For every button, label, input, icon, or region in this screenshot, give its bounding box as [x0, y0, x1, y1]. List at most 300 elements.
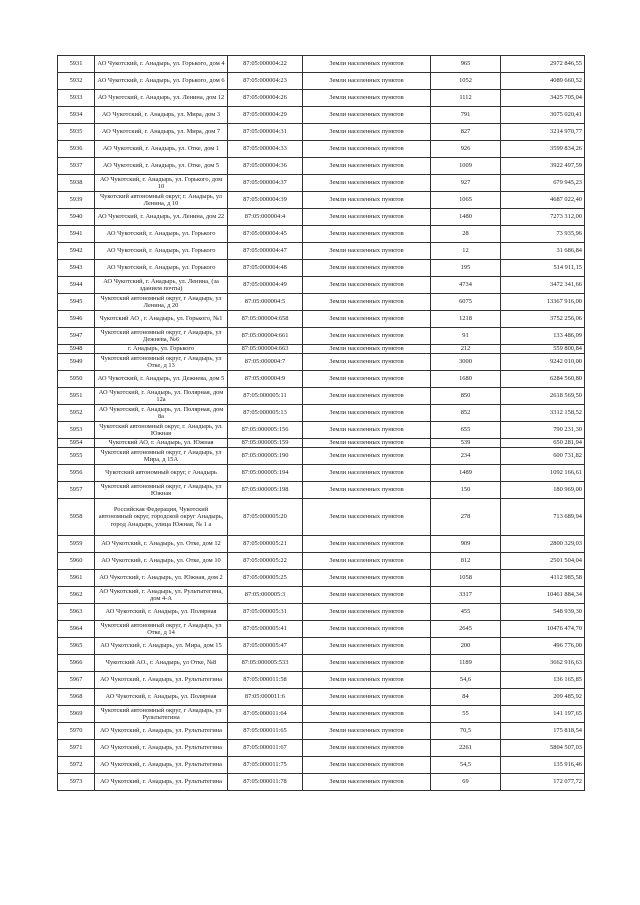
table-row	[58, 141, 585, 158]
address-cell: АО Чукотский, г. Анадырь, ул. Горького	[95, 226, 228, 243]
cadastral-number-cell: 87:05:000011:67	[228, 740, 303, 757]
table-row	[58, 328, 585, 345]
cadastral-value-cell: 2618 569,50	[501, 388, 585, 405]
cadastral-number-cell: 87:05:000004:23	[228, 73, 303, 90]
table-row	[58, 73, 585, 90]
row-number-cell: 5945	[58, 294, 95, 311]
cadastral-value-cell: 9242 010,00	[501, 354, 585, 371]
cadastral-number-cell: 87:05:000004:22	[228, 56, 303, 73]
row-number-cell: 5938	[58, 175, 95, 192]
address-cell: АО Чукотский, г. Анадырь, ул. Отке, дом 5	[95, 158, 228, 175]
row-number-cell: 5962	[58, 587, 95, 604]
table-row	[58, 672, 585, 689]
cadastral-value-cell: 5804 507,03	[501, 740, 585, 757]
address-cell: АО Чукотский, г. Анадырь, ул. Горького	[95, 243, 228, 260]
address-cell: Чукотский автономный округ, г Анадырь	[95, 465, 228, 482]
area-cell: 812	[431, 553, 501, 570]
cadastral-number-cell: 87:05:000011:6	[228, 689, 303, 706]
row-number-cell: 5934	[58, 107, 95, 124]
table-row	[58, 209, 585, 226]
row-number-cell: 5965	[58, 638, 95, 655]
cadastral-number-cell: 87:05:000004:39	[228, 192, 303, 209]
table-row	[58, 260, 585, 277]
row-number-cell: 5960	[58, 553, 95, 570]
address-cell: АО Чукотский, г. Анадырь, ул. Рультытегина	[95, 740, 228, 757]
address-cell: АО Чукотский, г. Анадырь, ул. Горького	[95, 260, 228, 277]
cadastral-value-cell: 10476 474,70	[501, 621, 585, 638]
cadastral-number-cell: 87:05:000011:64	[228, 706, 303, 723]
address-cell: АО Чукотский, г. Анадырь, ул. Отке, дом 12	[95, 536, 228, 553]
area-cell: 852	[431, 405, 501, 422]
land-category-cell: Земли населенных пунктов	[303, 604, 431, 621]
land-category-cell: Земли населенных пунктов	[303, 536, 431, 553]
land-category-cell: Земли населенных пунктов	[303, 328, 431, 345]
cadastral-value-cell: 13367 916,00	[501, 294, 585, 311]
table-row	[58, 499, 585, 536]
cadastral-number-cell: 87:05:000005:25	[228, 570, 303, 587]
land-category-cell: Земли населенных пунктов	[303, 192, 431, 209]
area-cell: 909	[431, 536, 501, 553]
table-row	[58, 689, 585, 706]
area-cell: 1218	[431, 311, 501, 328]
land-category-cell: Земли населенных пунктов	[303, 465, 431, 482]
table-row	[58, 638, 585, 655]
table-row	[58, 740, 585, 757]
table-row	[58, 192, 585, 209]
area-cell: 54,6	[431, 672, 501, 689]
row-number-cell: 5968	[58, 689, 95, 706]
address-cell: Чукотский автономный округ, г Анадырь, ул Рультытегина	[95, 706, 228, 723]
address-cell: АО Чукотский, г. Анадырь, ул. Мира, дом 7	[95, 124, 228, 141]
land-category-cell: Земли населенных пунктов	[303, 294, 431, 311]
cadastral-number-cell: 87:05:000004:48	[228, 260, 303, 277]
table-row	[58, 774, 585, 791]
table-row	[58, 371, 585, 388]
cadastral-value-cell: 3425 705,04	[501, 90, 585, 107]
cadastral-value-cell: 136 165,85	[501, 672, 585, 689]
land-category-cell: Земли населенных пунктов	[303, 570, 431, 587]
cadastral-value-cell: 175 818,54	[501, 723, 585, 740]
cadastral-value-cell: 2972 846,55	[501, 56, 585, 73]
address-cell: Чукотский автономный округ, г Анадырь, ул Отке, д 13	[95, 354, 228, 371]
cadastral-value-cell: 4089 660,52	[501, 73, 585, 90]
land-category-cell: Земли населенных пунктов	[303, 175, 431, 192]
table-row	[58, 158, 585, 175]
address-cell: АО Чукотский, г. Анадырь, ул. Ленина, дом 12	[95, 90, 228, 107]
row-number-cell: 5948	[58, 345, 95, 354]
cadastral-value-cell: 650 281,94	[501, 439, 585, 448]
address-cell: АО Чукотский, г. Анадырь, ул. Горького, дом 10	[95, 175, 228, 192]
table-row	[58, 56, 585, 73]
table-row	[58, 294, 585, 311]
cadastral-value-cell: 172 077,72	[501, 774, 585, 791]
table-row	[58, 175, 585, 192]
table-row	[58, 107, 585, 124]
land-category-cell: Земли населенных пунктов	[303, 621, 431, 638]
row-number-cell: 5953	[58, 422, 95, 439]
area-cell: 1058	[431, 570, 501, 587]
cadastral-value-cell: 600 731,82	[501, 448, 585, 465]
cadastral-number-cell: 87:05:000004:29	[228, 107, 303, 124]
row-number-cell: 5955	[58, 448, 95, 465]
row-number-cell: 5959	[58, 536, 95, 553]
address-cell: Чукотский автономный округ, г Анадырь, ул Ленина, д 20	[95, 294, 228, 311]
cadastral-value-cell: 3599 834,26	[501, 141, 585, 158]
land-category-cell: Земли населенных пунктов	[303, 774, 431, 791]
cadastral-value-cell: 1092 166,61	[501, 465, 585, 482]
row-number-cell: 5936	[58, 141, 95, 158]
cadastral-value-cell: 3922 497,59	[501, 158, 585, 175]
area-cell: 55	[431, 706, 501, 723]
area-cell: 195	[431, 260, 501, 277]
cadastral-value-cell: 2800 329,03	[501, 536, 585, 553]
area-cell: 70,5	[431, 723, 501, 740]
area-cell: 150	[431, 482, 501, 499]
address-cell: г. Анадырь, ул. Горького	[95, 345, 228, 354]
area-cell: 1189	[431, 655, 501, 672]
row-number-cell: 5963	[58, 604, 95, 621]
row-number-cell: 5935	[58, 124, 95, 141]
row-number-cell: 5932	[58, 73, 95, 90]
row-number-cell: 5949	[58, 354, 95, 371]
address-cell: АО Чукотский, г. Анадырь, ул. Горького, дом 6	[95, 73, 228, 90]
land-category-cell: Земли населенных пунктов	[303, 482, 431, 499]
land-category-cell: Земли населенных пунктов	[303, 422, 431, 439]
cadastral-number-cell: 87:05:000011:75	[228, 757, 303, 774]
land-category-cell: Земли населенных пунктов	[303, 371, 431, 388]
cadastral-number-cell: 87:05:000005:22	[228, 553, 303, 570]
cadastral-value-cell: 6284 560,80	[501, 371, 585, 388]
table-row	[58, 448, 585, 465]
area-cell: 3317	[431, 587, 501, 604]
cadastral-number-cell: 87:05:000004:31	[228, 124, 303, 141]
cadastral-number-cell: 87:05:000011:65	[228, 723, 303, 740]
area-cell: 1489	[431, 465, 501, 482]
address-cell: АО Чукотский, г. Анадырь, ул. Отке, дом 1	[95, 141, 228, 158]
table-row	[58, 277, 585, 294]
area-cell: 2645	[431, 621, 501, 638]
area-cell: 3000	[431, 354, 501, 371]
address-cell: Чукотский автономный округ, г. Анадырь, ул. Южная	[95, 422, 228, 439]
cadastral-number-cell: 87:05:000004:663	[228, 345, 303, 354]
address-cell: АО Чукотский, г. Анадырь, ул. Рультытегина	[95, 672, 228, 689]
row-number-cell: 5947	[58, 328, 95, 345]
cadastral-value-cell: 73 935,96	[501, 226, 585, 243]
area-cell: 84	[431, 689, 501, 706]
address-cell: АО Чукотский, г. Анадырь, ул. Рультытегина, дом 4-А	[95, 587, 228, 604]
cadastral-number-cell: 87:05:000004:26	[228, 90, 303, 107]
address-cell: АО Чукотский, г. Анадырь, ул. Рультытегина	[95, 723, 228, 740]
cadastral-number-cell: 87:05:000005:159	[228, 439, 303, 448]
address-cell: АО Чукотский, г. Анадырь, ул. Полярная	[95, 689, 228, 706]
land-category-cell: Земли населенных пунктов	[303, 311, 431, 328]
area-cell: 1009	[431, 158, 501, 175]
land-category-cell: Земли населенных пунктов	[303, 655, 431, 672]
cadastral-value-cell: 3312 158,52	[501, 405, 585, 422]
cadastral-number-cell: 87:05:000004:658	[228, 311, 303, 328]
area-cell: 200	[431, 638, 501, 655]
cadastral-value-cell: 141 197,65	[501, 706, 585, 723]
area-cell: 850	[431, 388, 501, 405]
cadastral-value-cell: 548 939,30	[501, 604, 585, 621]
address-cell: Чукотский автономный округ, г Анадырь, ул Дежнева, №6	[95, 328, 228, 345]
area-cell: 28	[431, 226, 501, 243]
table-row	[58, 439, 585, 448]
table-row	[58, 465, 585, 482]
table-row	[58, 354, 585, 371]
cadastral-value-cell: 790 231,30	[501, 422, 585, 439]
area-cell: 6075	[431, 294, 501, 311]
area-cell: 1065	[431, 192, 501, 209]
land-category-cell: Земли населенных пунктов	[303, 107, 431, 124]
cadastral-value-cell: 3752 256,06	[501, 311, 585, 328]
table-row	[58, 482, 585, 499]
row-number-cell: 5958	[58, 499, 95, 536]
address-cell: АО Чукотский, г. Анадырь, ул. Полярная, дом 8а	[95, 405, 228, 422]
land-category-cell: Земли населенных пунктов	[303, 587, 431, 604]
table-row	[58, 536, 585, 553]
row-number-cell: 5973	[58, 774, 95, 791]
land-category-cell: Земли населенных пунктов	[303, 226, 431, 243]
land-category-cell: Земли населенных пунктов	[303, 672, 431, 689]
area-cell: 926	[431, 141, 501, 158]
area-cell: 827	[431, 124, 501, 141]
area-cell: 1052	[431, 73, 501, 90]
area-cell: 1480	[431, 209, 501, 226]
address-cell: АО Чукотский, г. Анадырь, ул. Ленина, (за зданием почты)	[95, 277, 228, 294]
row-number-cell: 5944	[58, 277, 95, 294]
land-category-cell: Земли населенных пунктов	[303, 209, 431, 226]
land-category-cell: Земли населенных пунктов	[303, 723, 431, 740]
address-cell: АО Чукотский, г. Анадырь, ул. Полярная	[95, 604, 228, 621]
cadastral-number-cell: 87:05:000005:533	[228, 655, 303, 672]
area-cell: 539	[431, 439, 501, 448]
area-cell: 1112	[431, 90, 501, 107]
cadastral-number-cell: 87:05:000005:194	[228, 465, 303, 482]
land-category-cell: Земли населенных пунктов	[303, 740, 431, 757]
row-number-cell: 5951	[58, 388, 95, 405]
cadastral-number-cell: 87:05:000011:78	[228, 774, 303, 791]
cadastral-number-cell: 87:05:000005:11	[228, 388, 303, 405]
cadastral-number-cell: 87:05:000004:33	[228, 141, 303, 158]
land-category-cell: Земли населенных пунктов	[303, 448, 431, 465]
cadastral-number-cell: 87:05:000004:47	[228, 243, 303, 260]
cadastral-number-cell: 87:05:000005:3	[228, 587, 303, 604]
table-row	[58, 621, 585, 638]
land-category-cell: Земли населенных пунктов	[303, 158, 431, 175]
land-category-cell: Земли населенных пунктов	[303, 277, 431, 294]
area-cell: 655	[431, 422, 501, 439]
cadastral-value-cell: 2501 504,04	[501, 553, 585, 570]
cadastral-value-cell: 180 969,00	[501, 482, 585, 499]
cadastral-number-cell: 87:05:000005:41	[228, 621, 303, 638]
cadastral-value-cell: 133 486,09	[501, 328, 585, 345]
cadastral-number-cell: 87:05:000004:49	[228, 277, 303, 294]
land-category-cell: Земли населенных пунктов	[303, 689, 431, 706]
land-category-cell: Земли населенных пунктов	[303, 757, 431, 774]
address-cell: АО Чукотский, г. Анадырь, ул. Мира, дом 15	[95, 638, 228, 655]
address-cell: АО Чукотский, г. Анадырь, ул. Отке, дом 10	[95, 553, 228, 570]
area-cell: 234	[431, 448, 501, 465]
area-cell: 965	[431, 56, 501, 73]
area-cell: 278	[431, 499, 501, 536]
cadastral-number-cell: 87:05:000004:45	[228, 226, 303, 243]
land-category-cell: Земли населенных пунктов	[303, 638, 431, 655]
address-cell: АО Чукотский, г. Анадырь, ул. Рультытегина	[95, 757, 228, 774]
cadastral-value-cell: 713 689,94	[501, 499, 585, 536]
land-category-cell: Земли населенных пунктов	[303, 345, 431, 354]
cadastral-value-cell: 559 800,84	[501, 345, 585, 354]
area-cell: 791	[431, 107, 501, 124]
land-category-cell: Земли населенных пунктов	[303, 706, 431, 723]
land-category-cell: Земли населенных пунктов	[303, 499, 431, 536]
land-category-cell: Земли населенных пунктов	[303, 260, 431, 277]
address-cell: АО Чукотский, г. Анадырь, ул. Полярная, дом 12а	[95, 388, 228, 405]
cadastral-value-cell: 10461 884,34	[501, 587, 585, 604]
address-cell: Чукотский автономный округ, г Анадырь, ул Мира, д 15А	[95, 448, 228, 465]
cadastral-value-cell: 209 485,92	[501, 689, 585, 706]
table-row	[58, 757, 585, 774]
row-number-cell: 5939	[58, 192, 95, 209]
row-number-cell: 5931	[58, 56, 95, 73]
address-cell: Российская Федерация, Чукотский автономный округ, городской округ Анадырь, город Анадырь, улица Южная, № 1 а	[95, 499, 228, 536]
area-cell: 455	[431, 604, 501, 621]
cadastral-value-cell: 496 776,00	[501, 638, 585, 655]
land-category-cell: Земли населенных пунктов	[303, 141, 431, 158]
area-cell: 69	[431, 774, 501, 791]
land-category-cell: Земли населенных пунктов	[303, 56, 431, 73]
address-cell: Чукотский АО, г. Анадырь, ул. Южная	[95, 439, 228, 448]
cadastral-number-cell: 87:05:000004:5	[228, 294, 303, 311]
cadastral-value-cell: 31 686,84	[501, 243, 585, 260]
cadastral-value-cell: 7273 312,00	[501, 209, 585, 226]
cadastral-number-cell: 87:05:000004:36	[228, 158, 303, 175]
table-row	[58, 587, 585, 604]
row-number-cell: 5970	[58, 723, 95, 740]
table-row	[58, 311, 585, 328]
row-number-cell: 5946	[58, 311, 95, 328]
row-number-cell: 5952	[58, 405, 95, 422]
cadastral-number-cell: 87:05:000005:20	[228, 499, 303, 536]
row-number-cell: 5971	[58, 740, 95, 757]
row-number-cell: 5969	[58, 706, 95, 723]
registry-table-body	[58, 56, 585, 791]
address-cell: АО Чукотский, г. Анадырь, ул. Горького, дом 4	[95, 56, 228, 73]
cadastral-number-cell: 87:05:000011:58	[228, 672, 303, 689]
address-cell: АО Чукотский, г. Анадырь, ул. Дежнева, дом 5	[95, 371, 228, 388]
area-cell: 12	[431, 243, 501, 260]
area-cell: 91	[431, 328, 501, 345]
cadastral-number-cell: 87:05:000004:661	[228, 328, 303, 345]
row-number-cell: 5940	[58, 209, 95, 226]
land-category-cell: Земли населенных пунктов	[303, 439, 431, 448]
cadastral-number-cell: 87:05:000004:9	[228, 371, 303, 388]
row-number-cell: 5950	[58, 371, 95, 388]
address-cell: АО Чукотский, г. Анадырь, ул. Рультытегина	[95, 774, 228, 791]
land-category-cell: Земли населенных пунктов	[303, 388, 431, 405]
table-row	[58, 706, 585, 723]
row-number-cell: 5954	[58, 439, 95, 448]
cadastral-value-cell: 3662 916,63	[501, 655, 585, 672]
land-category-cell: Земли населенных пунктов	[303, 553, 431, 570]
cadastral-number-cell: 87:05:000005:21	[228, 536, 303, 553]
cadastral-number-cell: 87:05:000005:31	[228, 604, 303, 621]
cadastral-value-cell: 3214 970,77	[501, 124, 585, 141]
area-cell: 4734	[431, 277, 501, 294]
table-row	[58, 604, 585, 621]
cadastral-number-cell: 87:05:000005:190	[228, 448, 303, 465]
row-number-cell: 5933	[58, 90, 95, 107]
row-number-cell: 5956	[58, 465, 95, 482]
row-number-cell: 5964	[58, 621, 95, 638]
address-cell: Чукотский автономный округ, г. Анадырь, ул Ленина, д 10	[95, 192, 228, 209]
table-row	[58, 226, 585, 243]
address-cell: АО Чукотский, г. Анадырь, ул. Южная, дом 2	[95, 570, 228, 587]
cadastral-value-cell: 135 916,46	[501, 757, 585, 774]
row-number-cell: 5943	[58, 260, 95, 277]
area-cell: 212	[431, 345, 501, 354]
land-category-cell: Земли населенных пунктов	[303, 124, 431, 141]
table-row	[58, 570, 585, 587]
row-number-cell: 5966	[58, 655, 95, 672]
address-cell: Чукотский АО , г. Анадырь, ул. Горького, №1	[95, 311, 228, 328]
area-cell: 54,5	[431, 757, 501, 774]
land-category-cell: Земли населенных пунктов	[303, 405, 431, 422]
area-cell: 927	[431, 175, 501, 192]
land-category-cell: Земли населенных пунктов	[303, 243, 431, 260]
table-row	[58, 124, 585, 141]
row-number-cell: 5967	[58, 672, 95, 689]
table-row	[58, 655, 585, 672]
address-cell: Чукотский АО., г. Анадырь, ул Отке, №8	[95, 655, 228, 672]
address-cell: АО Чукотский, г. Анадырь, ул. Ленина, дом 22	[95, 209, 228, 226]
cadastral-number-cell: 87:05:000005:198	[228, 482, 303, 499]
cadastral-number-cell: 87:05:000004:4	[228, 209, 303, 226]
table-row	[58, 405, 585, 422]
cadastral-number-cell: 87:05:000004:7	[228, 354, 303, 371]
table-row	[58, 345, 585, 354]
land-category-cell: Земли населенных пунктов	[303, 90, 431, 107]
table-row	[58, 388, 585, 405]
registry-table	[57, 55, 585, 791]
row-number-cell: 5957	[58, 482, 95, 499]
cadastral-value-cell: 514 911,15	[501, 260, 585, 277]
cadastral-value-cell: 3472 341,66	[501, 277, 585, 294]
land-category-cell: Земли населенных пунктов	[303, 73, 431, 90]
table-row	[58, 553, 585, 570]
area-cell: 1680	[431, 371, 501, 388]
cadastral-value-cell: 679 945,23	[501, 175, 585, 192]
cadastral-number-cell: 87:05:000004:37	[228, 175, 303, 192]
row-number-cell: 5937	[58, 158, 95, 175]
address-cell: АО Чукотский, г. Анадырь, ул. Мира, дом 3	[95, 107, 228, 124]
row-number-cell: 5942	[58, 243, 95, 260]
area-cell: 2261	[431, 740, 501, 757]
cadastral-value-cell: 4112 985,58	[501, 570, 585, 587]
row-number-cell: 5961	[58, 570, 95, 587]
row-number-cell: 5972	[58, 757, 95, 774]
table-row	[58, 90, 585, 107]
cadastral-number-cell: 87:05:000005:47	[228, 638, 303, 655]
cadastral-value-cell: 4687 022,40	[501, 192, 585, 209]
address-cell: Чукотский автономный округ, г Анадырь, ул Южная	[95, 482, 228, 499]
cadastral-number-cell: 87:05:000005:13	[228, 405, 303, 422]
row-number-cell: 5941	[58, 226, 95, 243]
table-row	[58, 422, 585, 439]
cadastral-value-cell: 3075 020,41	[501, 107, 585, 124]
table-row	[58, 243, 585, 260]
cadastral-number-cell: 87:05:000005:156	[228, 422, 303, 439]
